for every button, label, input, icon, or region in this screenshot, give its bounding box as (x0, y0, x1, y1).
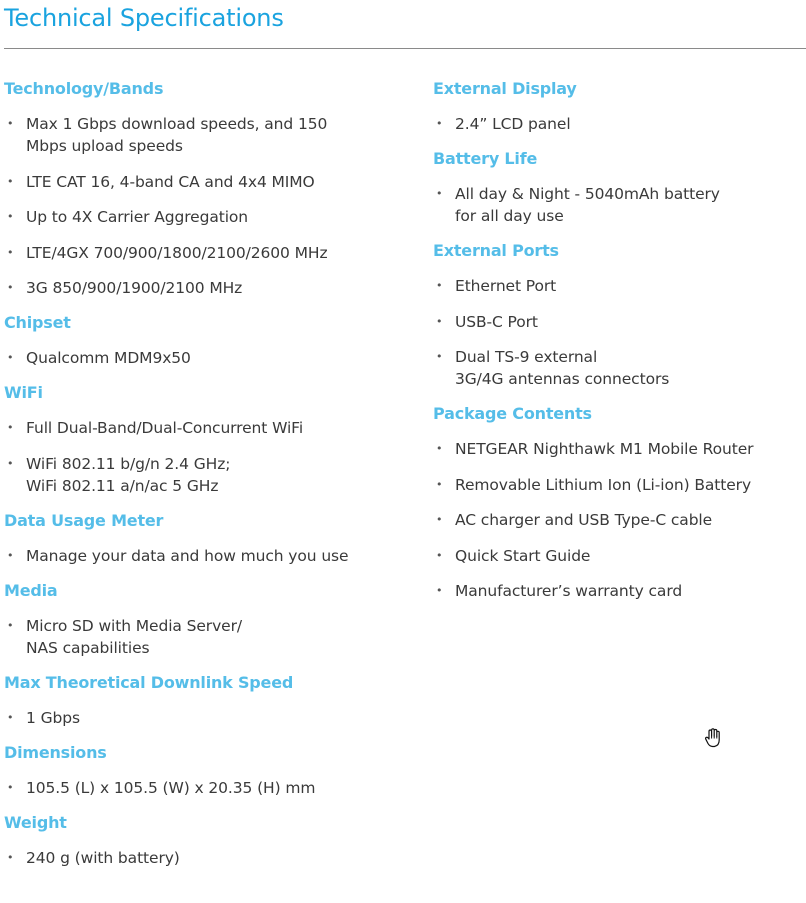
spec-list (4, 615, 414, 659)
spec-item (4, 847, 414, 869)
spec-item-text: 2.4” LCD panel (455, 115, 571, 133)
section-heading: Data Usage Meter (4, 510, 164, 530)
spec-section-chipset (4, 312, 414, 369)
spec-item (4, 707, 414, 729)
spec-item-text: USB-C Port (455, 312, 538, 331)
spec-item-text: Micro SD with Media Server/ NAS capabilities (26, 616, 242, 657)
bullet-icon: • (7, 456, 14, 470)
bullet-icon: • (7, 548, 14, 562)
spec-list (4, 777, 414, 799)
bullet-icon: • (7, 780, 14, 794)
spec-item-text: Full Dual-Band/Dual-Concurrent WiFi (26, 419, 304, 437)
spec-item (4, 417, 414, 439)
spec-list (4, 707, 414, 729)
spec-list (433, 438, 803, 602)
section-heading: Package Contents (433, 404, 592, 423)
spec-list (433, 275, 803, 390)
bullet-icon: • (436, 548, 443, 562)
spec-item (433, 545, 803, 567)
spec-section-weight (4, 812, 414, 869)
section-heading: External Ports (433, 241, 559, 260)
spec-item (4, 453, 414, 497)
page-title: Technical Specifications (4, 4, 284, 32)
spec-section-wifi (4, 382, 414, 497)
section-heading: Technology/Bands (4, 79, 164, 98)
spec-item (4, 347, 414, 369)
spec-item (4, 545, 414, 567)
spec-item-text: NETGEAR Nighthawk M1 Mobile Router (455, 440, 754, 458)
spec-item-text: WiFi 802.11 b/g/n 2.4 GHz; WiFi 802.11 a/n/ac 5 GHz (26, 454, 231, 495)
spec-section-external-display (433, 78, 803, 135)
spec-item-text: 240 g (with battery) (26, 848, 180, 867)
spec-item (433, 346, 803, 390)
spec-item-text: Qualcomm MDM9x50 (26, 349, 191, 367)
bullet-icon: • (436, 442, 443, 455)
spec-section-data-usage-meter (4, 510, 414, 567)
spec-item-text: Ethernet Port (455, 277, 557, 295)
section-heading: External Display (433, 79, 577, 98)
spec-section-battery-life (433, 148, 803, 227)
spec-item-text: LTE CAT 16, 4-band CA and 4x4 MIMO (26, 172, 315, 191)
spec-item-text: 1 Gbps (26, 708, 80, 727)
section-heading: Battery Life (433, 149, 538, 168)
spec-list (4, 113, 414, 299)
spec-item-text: Up to 4X Carrier Aggregation (26, 208, 249, 226)
bullet-icon: • (7, 850, 14, 864)
bullet-icon: • (436, 187, 443, 200)
spec-list (433, 183, 803, 227)
section-heading: Dimensions (4, 742, 107, 762)
spec-item-text: LTE/4GX 700/900/1800/2100/2600 MHz (26, 243, 328, 262)
bullet-icon: • (7, 245, 14, 259)
bullet-icon: • (7, 421, 14, 434)
spec-item (433, 438, 803, 460)
spec-list (4, 417, 414, 497)
section-heading: Max Theoretical Downlink Speed (4, 672, 294, 692)
bullet-icon: • (7, 710, 14, 724)
spec-list (4, 347, 414, 369)
spec-item-text: Manufacturer’s warranty card (455, 582, 683, 600)
spec-item-text: 105.5 (L) x 105.5 (W) x 20.35 (H) mm (26, 778, 316, 797)
spec-item (4, 615, 414, 659)
spec-item (433, 509, 803, 531)
spec-section-package-contents (433, 403, 803, 602)
spec-section-max-theoretical-downlink-speed (4, 672, 414, 729)
bullet-icon: • (436, 584, 443, 597)
bullet-icon: • (436, 477, 443, 491)
bullet-icon: • (7, 281, 14, 294)
spec-item-text: Max 1 Gbps download speeds, and 150 Mbps upload speeds (26, 115, 328, 155)
left-spec-column (4, 78, 414, 882)
bullet-icon: • (436, 314, 443, 328)
spec-item (4, 113, 414, 157)
section-heading: Weight (4, 812, 67, 832)
bullet-icon: • (7, 117, 14, 130)
spec-item (433, 183, 803, 227)
spec-item (4, 242, 414, 264)
spec-section-media (4, 580, 414, 659)
spec-list (433, 113, 803, 135)
spec-item-text: All day & Night - 5040mAh battery for all day use (455, 185, 720, 225)
bullet-icon: • (7, 351, 14, 364)
spec-item-text: Removable Lithium Ion (Li-ion) Battery (455, 475, 752, 494)
bullet-icon: • (436, 513, 443, 526)
hand-cursor-icon (702, 727, 724, 749)
spec-item (433, 275, 803, 297)
bullet-icon: • (436, 350, 443, 363)
spec-item (433, 474, 803, 496)
spec-list (4, 847, 414, 869)
spec-item (4, 777, 414, 799)
spec-item-text: Quick Start Guide (455, 546, 591, 565)
bullet-icon: • (436, 279, 443, 292)
spec-section-dimensions (4, 742, 414, 799)
spec-item-text: Manage your data and how much you use (26, 546, 349, 565)
bullet-icon: • (436, 117, 443, 130)
spec-item (4, 277, 414, 299)
spec-item (4, 171, 414, 193)
section-heading: WiFi (4, 383, 43, 402)
bullet-icon: • (7, 210, 14, 223)
bullet-icon: • (7, 618, 14, 632)
spec-item (433, 311, 803, 333)
spec-item (4, 206, 414, 228)
right-spec-column (433, 78, 803, 615)
spec-section-external-ports (433, 240, 803, 390)
spec-item-text: 3G 850/900/1900/2100 MHz (26, 279, 243, 297)
title-divider (4, 48, 806, 49)
spec-item (433, 113, 803, 135)
spec-item (433, 580, 803, 602)
spec-list (4, 545, 414, 567)
spec-section-technology-bands (4, 78, 414, 299)
section-heading: Chipset (4, 313, 71, 332)
spec-item-text: AC charger and USB Type-C cable (455, 511, 713, 529)
bullet-icon: • (7, 174, 14, 188)
section-heading: Media (4, 580, 58, 600)
spec-item-text: Dual TS-9 external 3G/4G antennas connectors (455, 348, 670, 388)
